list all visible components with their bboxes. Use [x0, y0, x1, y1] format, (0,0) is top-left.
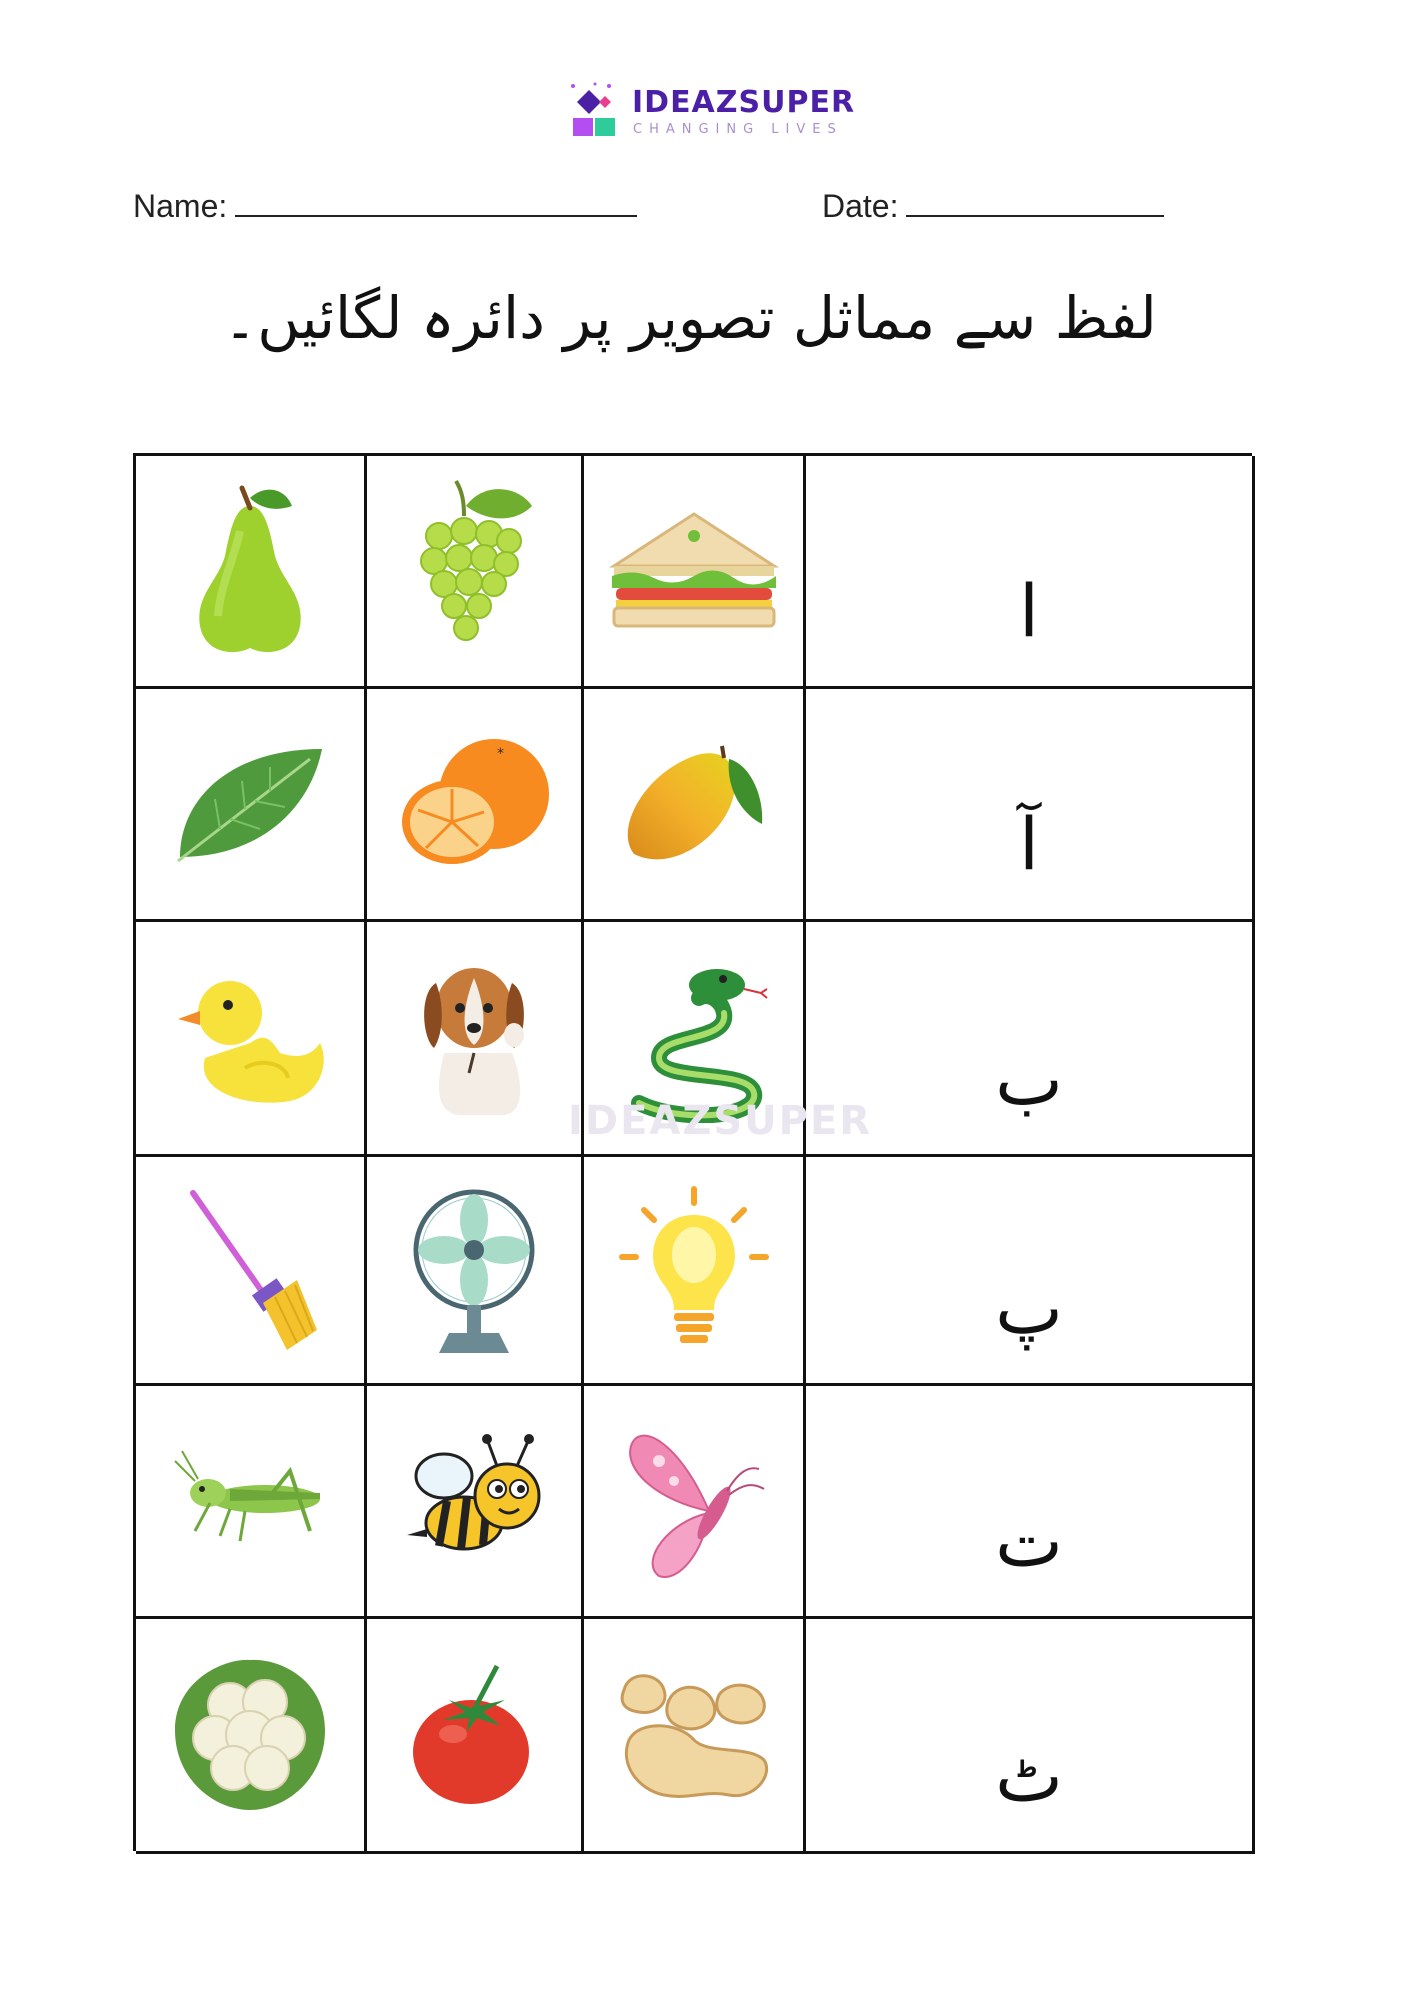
name-blank[interactable]: [235, 187, 637, 217]
picture-cell-bee[interactable]: [367, 1386, 584, 1619]
picture-cell-grapes[interactable]: [367, 456, 584, 689]
date-field: [822, 186, 1164, 226]
letter-alif: ا: [1018, 569, 1039, 653]
name-field: [133, 186, 637, 226]
light-bulb-icon: [614, 1185, 774, 1355]
instruction-heading: لفظ سے مماثل تصویر پر دائرہ لگائیں۔: [223, 284, 1157, 352]
picture-cell-grasshopper[interactable]: [136, 1386, 367, 1619]
picture-cell-puppy[interactable]: [367, 922, 584, 1157]
ginger-icon: [609, 1660, 779, 1810]
picture-cell-fan[interactable]: [367, 1157, 584, 1386]
letter-pay: پ: [995, 1266, 1063, 1350]
leaf-icon: [170, 739, 330, 869]
letter-cell: [806, 689, 1255, 922]
broom-icon: [175, 1185, 325, 1355]
brand-logo: [565, 80, 865, 146]
mango-icon: [614, 734, 774, 874]
date-blank[interactable]: [906, 187, 1164, 217]
fan-icon: [409, 1185, 539, 1355]
bee-icon: [399, 1431, 549, 1571]
picture-cell-sandwich[interactable]: [584, 456, 806, 689]
picture-cell-orange[interactable]: [367, 689, 584, 922]
grapes-icon: [404, 476, 544, 666]
letter-bay: ب: [995, 1037, 1063, 1121]
brand-name: IDEAZSUPER: [632, 85, 856, 120]
picture-cell-butterfly[interactable]: [584, 1386, 806, 1619]
picture-cell-duck[interactable]: [136, 922, 367, 1157]
pear-icon: [180, 476, 320, 666]
date-label: Date:: [822, 188, 899, 224]
snake-icon: [619, 953, 769, 1123]
letter-cell: [806, 922, 1255, 1157]
matching-worksheet: [133, 453, 1252, 1851]
duck-icon: [170, 963, 330, 1113]
brand-tagline: CHANGING LIVES: [633, 122, 843, 137]
letter-alif-madd: آ: [1018, 802, 1039, 886]
letter-tay: ت: [995, 1499, 1063, 1583]
picture-cell-ginger[interactable]: [584, 1619, 806, 1854]
picture-cell-snake[interactable]: [584, 922, 806, 1157]
watermark: IDEAZSUPER: [568, 1098, 873, 1144]
letter-ttay: ٹ: [995, 1734, 1063, 1818]
butterfly-icon: [619, 1421, 769, 1581]
logo-mark-icon: [565, 80, 629, 144]
letter-cell: [806, 1157, 1255, 1386]
picture-cell-tomato[interactable]: [367, 1619, 584, 1854]
picture-cell-broom[interactable]: [136, 1157, 367, 1386]
name-label: Name:: [133, 188, 228, 224]
picture-cell-pear[interactable]: [136, 456, 367, 689]
letter-cell: [806, 1386, 1255, 1619]
tomato-icon: [409, 1660, 539, 1810]
picture-cell-light-bulb[interactable]: [584, 1157, 806, 1386]
picture-cell-leaf[interactable]: [136, 689, 367, 922]
svg-text:*: *: [497, 746, 504, 762]
puppy-icon: [414, 953, 534, 1123]
orange-icon: [394, 734, 554, 874]
picture-cell-cauliflower[interactable]: [136, 1619, 367, 1854]
cauliflower-icon: [165, 1650, 335, 1820]
picture-cell-mango[interactable]: [584, 689, 806, 922]
grasshopper-icon: [170, 1441, 330, 1561]
worksheet-grid: [133, 453, 1252, 1851]
letter-cell: [806, 1619, 1255, 1854]
sandwich-icon: [604, 506, 784, 636]
letter-cell: [806, 456, 1255, 689]
